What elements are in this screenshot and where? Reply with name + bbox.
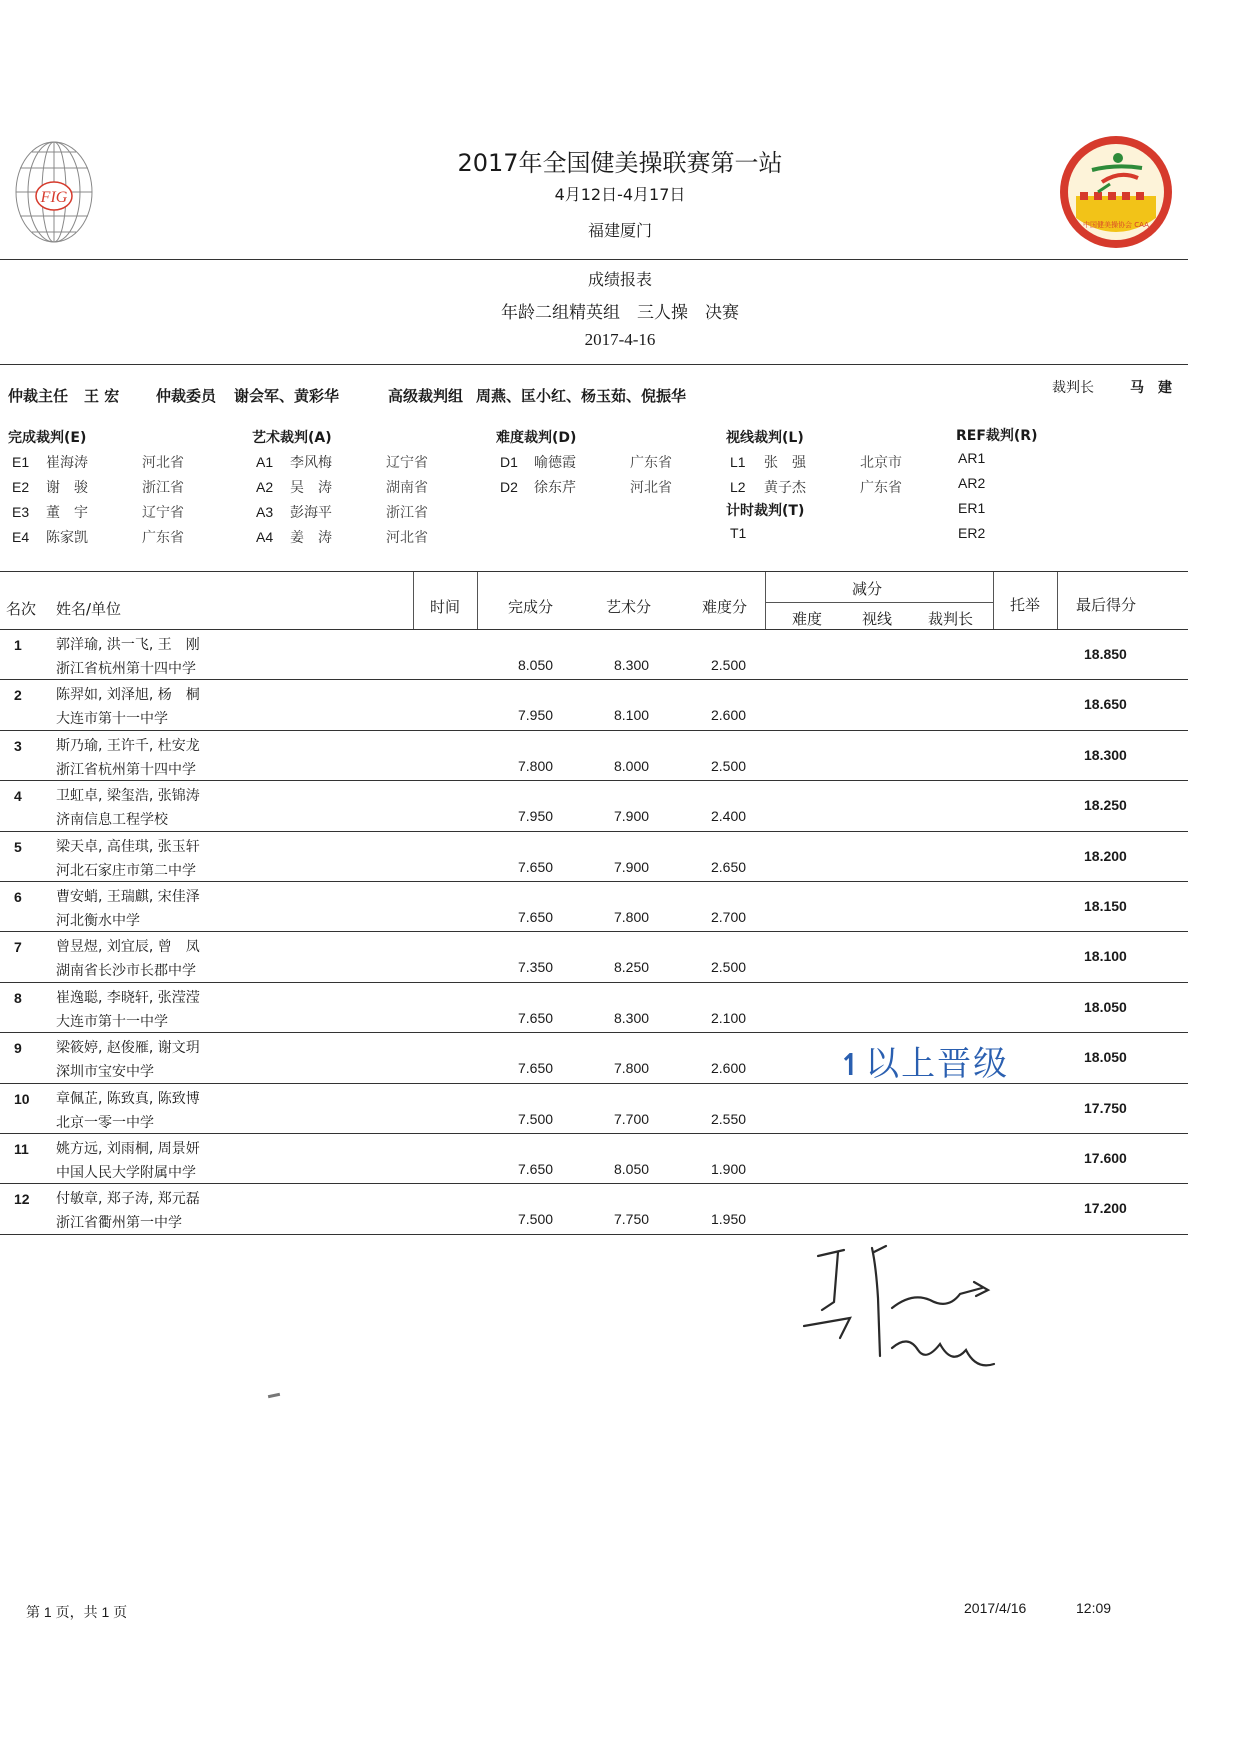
fig-logo-text: FIG [40,189,68,206]
athlete-unit: 河北石家庄市第二中学 [56,862,196,879]
final-score: 18.150 [1084,898,1127,914]
table-row [0,630,1188,680]
judge-row: A1 李风梅 辽宁省 [256,454,428,471]
panel-difficulty-title: 难度裁判(D) [496,430,577,446]
head-judge-name: 马 建 [1130,380,1172,396]
execution-score: 7.950 [518,707,554,724]
table-row [0,832,1188,882]
ref-code: AR1 [958,450,986,466]
judge-row: E3 董 宇 辽宁省 [12,504,184,521]
athlete-unit: 浙江省杭州第十四中学 [56,761,196,778]
col-divider [477,572,478,629]
print-time: 12:09 [1076,1600,1112,1616]
panel-ref-title: REF裁判(R) [956,428,1038,444]
artistic-score: 8.050 [614,1161,650,1177]
execution-score: 7.950 [518,808,554,825]
execution-score: 7.650 [518,858,554,875]
header-ded-line: 视线 [862,610,893,628]
difficulty-score: 2.100 [711,1009,747,1026]
artistic-score: 8.250 [614,959,650,976]
rank-cell: 2 [14,687,22,704]
difficulty-score: 2.600 [711,707,747,724]
header-difficulty: 难度分 [702,598,748,616]
judge-row: L1 张 强 北京市 [730,454,902,471]
table-row [0,932,1188,982]
execution-score: 7.650 [518,1161,554,1177]
athlete-names: 曹安蛸, 王瑞麒, 宋佳泽 [56,889,200,905]
athlete-names: 曾昱煜, 刘宜辰, 曾 凤 [56,939,200,956]
rank-cell: 6 [14,889,22,905]
panel-timing-title: 计时裁判(T) [726,503,805,519]
execution-score: 7.350 [518,959,554,976]
panel-execution-title: 完成裁判(E) [8,430,87,446]
difficulty-score: 2.500 [711,657,747,673]
header-lift: 托举 [1010,596,1041,614]
table-top-border [0,571,1188,572]
print-date: 2017/4/16 [964,1600,1027,1616]
signature [800,1238,1012,1388]
final-score: 18.250 [1084,797,1127,814]
difficulty-score: 2.600 [711,1060,747,1077]
artistic-score: 8.000 [614,757,650,774]
judge-row: E1 崔海涛 河北省 [12,454,184,471]
final-score: 18.100 [1084,948,1127,965]
judge-row: T1 [730,525,747,541]
final-score: 17.750 [1084,1099,1127,1116]
final-score: 18.050 [1084,1049,1127,1066]
header-deduction: 减分 [852,580,883,598]
execution-score: 7.500 [518,1211,554,1228]
athlete-unit: 河北衡水中学 [56,913,140,929]
judge-row: D2 徐东芹 河北省 [500,479,672,496]
ref-code: ER2 [958,525,986,541]
deduction-divider [765,602,993,603]
rank-cell: 7 [14,939,22,956]
athlete-unit: 北京一零一中学 [56,1114,154,1131]
athlete-names: 崔逸聪, 李晓轩, 张滢滢 [56,989,200,1006]
table-row [0,731,1188,781]
difficulty-score: 1.900 [711,1161,747,1177]
athlete-unit: 浙江省衢州第一中学 [56,1215,182,1232]
difficulty-score: 2.550 [711,1110,747,1127]
event-location: 福建厦门 [587,221,652,240]
chief-name: 王 宏 [84,387,120,405]
artistic-score: 7.900 [614,808,650,825]
panel-artistic-title: 艺术裁判(A) [252,430,332,446]
senior-names: 周燕、匡小红、杨玉茹、倪振华 [476,387,687,405]
event-dates: 4月12日-4月17日 [554,185,686,204]
header-divider [0,259,1188,260]
table-row [0,1084,1188,1134]
judge-row: E4 陈家凯 广东省 [12,529,184,546]
ref-code: AR2 [958,475,986,491]
table-row [0,1033,1188,1083]
final-score: 18.200 [1084,847,1127,864]
event-date: 2017-4-16 [584,330,656,349]
difficulty-score: 1.950 [711,1211,747,1228]
final-score: 18.050 [1084,998,1127,1015]
athlete-unit: 浙江省杭州第十四中学 [56,661,196,677]
final-score: 18.850 [1084,646,1127,662]
up-arrow-icon: ↿ [838,1048,866,1083]
caa-logo-text: 中国健美操协会 CAA [1083,221,1149,229]
officials-divider [0,364,1188,365]
promotion-annotation: ↿以上晋级 [838,1044,1010,1084]
execution-score: 7.650 [518,1060,554,1077]
athlete-unit: 大连市第十一中学 [56,1013,168,1030]
table-row [0,1134,1188,1184]
rank-cell: 4 [14,788,22,805]
ref-code: ER1 [958,500,986,516]
artistic-score: 8.100 [614,707,650,724]
header-ded-head: 裁判长 [928,610,974,628]
artistic-score: 7.800 [614,909,650,925]
judge-row: E2 谢 骏 浙江省 [12,479,184,496]
scan-speck [268,1393,280,1398]
athlete-names: 梁天卓, 高佳琪, 张玉轩 [56,838,200,855]
rank-cell: 11 [14,1141,29,1157]
rank-cell: 10 [14,1090,30,1107]
table-row [0,680,1188,730]
execution-score: 7.500 [518,1110,554,1127]
judge-row: L2 黄子杰 广东省 [730,479,902,496]
execution-score: 7.800 [518,757,554,774]
athlete-names: 章佩芷, 陈致真, 陈致博 [56,1090,200,1107]
execution-score: 7.650 [518,909,554,925]
judge-row: A3 彭海平 浙江省 [256,504,428,521]
panel-line-title: 视线裁判(L) [726,430,804,446]
athlete-names: 梁筱婷, 赵俊雁, 谢文玥 [56,1040,200,1057]
rank-cell: 1 [14,637,22,653]
col-divider [413,572,414,629]
final-score: 17.200 [1084,1200,1127,1217]
difficulty-score: 2.500 [711,959,747,976]
athlete-unit: 大连市第十一中学 [56,711,168,728]
athlete-names: 斯乃瑜, 王许千, 杜安龙 [56,737,200,754]
jury-label: 仲裁委员 [156,387,217,405]
athlete-names: 卫虹卓, 梁玺浩, 张锦涛 [56,788,200,805]
athlete-unit: 中国人民大学附属中学 [56,1165,196,1181]
judge-row: A4 姜 涛 河北省 [256,529,428,546]
senior-label: 高级裁判组 [388,387,464,405]
header-rank: 名次 [6,600,37,618]
execution-score: 8.050 [518,657,554,673]
head-judge-label: 裁判长 [1052,380,1094,396]
final-score: 17.600 [1084,1150,1127,1166]
judge-row: D1 喻德霞 广东省 [500,454,672,471]
final-score: 18.300 [1084,746,1127,763]
header-ded-difficulty: 难度 [792,610,823,628]
table-row [0,882,1188,932]
page-number: 第 1 页，共 1 页 [26,1604,128,1620]
header-final: 最后得分 [1076,596,1137,614]
header-time: 时间 [430,598,461,616]
artistic-score: 7.800 [614,1060,650,1077]
rank-cell: 3 [14,737,22,754]
rank-cell: 5 [14,838,22,855]
header-artistic: 艺术分 [606,598,652,616]
header-name: 姓名/单位 [56,600,122,618]
athlete-names: 陈羿如, 刘泽旭, 杨 桐 [56,687,200,704]
artistic-score: 8.300 [614,1009,650,1026]
athlete-names: 郭洋瑜, 洪一飞, 王 刚 [56,637,200,653]
rank-cell: 8 [14,989,22,1006]
difficulty-score: 2.400 [711,808,747,825]
final-score: 18.650 [1084,696,1127,713]
execution-score: 7.650 [518,1009,554,1026]
row-divider [0,1234,1188,1235]
jury-names: 谢会军、黄彩华 [234,387,340,405]
athlete-unit: 济南信息工程学校 [56,812,168,829]
table-row [0,983,1188,1033]
rank-cell: 9 [14,1040,22,1057]
artistic-score: 7.900 [614,858,650,875]
athlete-names: 付敏章, 郑子涛, 郑元磊 [56,1191,200,1208]
col-divider [765,572,766,629]
artistic-score: 7.750 [614,1211,650,1228]
chief-label: 仲裁主任 [8,387,69,405]
difficulty-score: 2.500 [711,757,747,774]
athlete-unit: 湖南省长沙市长郡中学 [56,963,196,980]
report-title: 成绩报表 [587,270,652,289]
col-divider [1057,572,1058,629]
col-divider [993,572,994,629]
category-title: 年龄二组精英组 三人操 决赛 [501,303,739,323]
table-row [0,1184,1188,1234]
athlete-names: 姚方远, 刘雨桐, 周景妍 [56,1141,200,1157]
header-execution: 完成分 [508,598,554,616]
difficulty-score: 2.650 [711,858,747,875]
judge-row: A2 吴 涛 湖南省 [256,479,428,496]
difficulty-score: 2.700 [711,909,747,925]
rank-cell: 12 [14,1191,30,1208]
page-title: 2017年全国健美操联赛第一站 [457,149,783,177]
athlete-unit: 深圳市宝安中学 [56,1064,154,1081]
table-row [0,781,1188,831]
artistic-score: 7.700 [614,1110,650,1127]
caa-logo [1058,134,1174,250]
artistic-score: 8.300 [614,657,650,673]
